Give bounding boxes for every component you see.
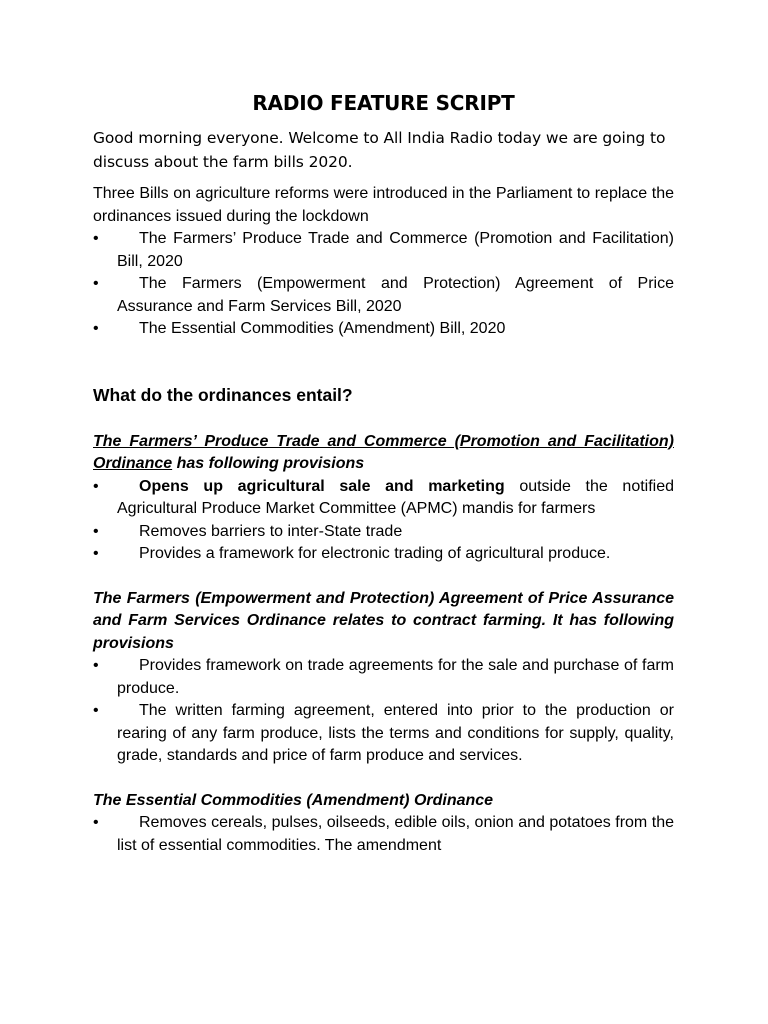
section3-heading: The Essential Commodities (Amendment) Ordinance — [93, 791, 494, 809]
section2-heading: The Farmers (Empowerment and Protection) Agreement of Price Assurance and Farm Services Ordinance relates to contract farming. It has following provisions — [93, 589, 674, 652]
bullet-icon: • — [93, 814, 99, 831]
bills-list — [93, 228, 674, 341]
list-item: • The Farmers’ Produce Trade and Commerce (Promotion and Facilitation) Bill, 2020 — [93, 230, 674, 270]
page-title: RADIO FEATURE SCRIPT — [252, 91, 515, 115]
bullet-icon: • — [93, 522, 99, 540]
section1-heading: The Farmers’ Produce Trade and Commerce (Promotion and Facilitation) Ordinance has following provisions — [93, 432, 674, 472]
section3-list — [93, 812, 674, 857]
bullet-icon: • — [93, 275, 99, 292]
section-heading-ordinances: What do the ordinances entail? — [93, 384, 353, 405]
list-item: • Provides a framework for electronic trading of agricultural produce. — [93, 543, 674, 566]
list-item: • The written farming agreement, entered into prior to the production or rearing of any farm produce, lists the terms and conditions for supply, quality, grade, standards and price of farm produce and services. — [93, 702, 674, 764]
list-item: • The Farmers (Empowerment and Protection) Agreement of Price Assurance and Farm Services Bill, 2020 — [93, 275, 674, 315]
bullet-icon: • — [93, 702, 99, 719]
list-item: • Provides framework on trade agreements for the sale and purchase of farm produce. — [93, 657, 674, 697]
bullet-icon: • — [93, 477, 99, 495]
bullet-icon: • — [93, 320, 99, 337]
bullet-icon: • — [93, 230, 99, 247]
intro-paragraph: Good morning everyone. Welcome to All India Radio today we are going to discuss about the farm bills 2020. — [93, 129, 666, 171]
document-page — [93, 88, 674, 857]
bullet-icon: • — [93, 657, 99, 674]
section1-list — [93, 476, 674, 566]
list-item: • Removes barriers to inter-State trade — [93, 521, 674, 544]
bullet-icon: • — [93, 545, 99, 562]
list-item: • The Essential Commodities (Amendment) Bill, 2020 — [93, 318, 674, 341]
bills-intro-paragraph: Three Bills on agriculture reforms were introduced in the Parliament to replace the ordinances issued during the lockdown — [93, 185, 674, 225]
list-item: • Removes cereals, pulses, oilseeds, edible oils, onion and potatoes from the list of essential commodities. The amendment — [93, 814, 674, 854]
section2-list — [93, 655, 674, 768]
list-item: • Opens up agricultural sale and marketing outside the notified Agricultural Produce Market Committee (APMC) mandis for farmers — [93, 477, 675, 517]
